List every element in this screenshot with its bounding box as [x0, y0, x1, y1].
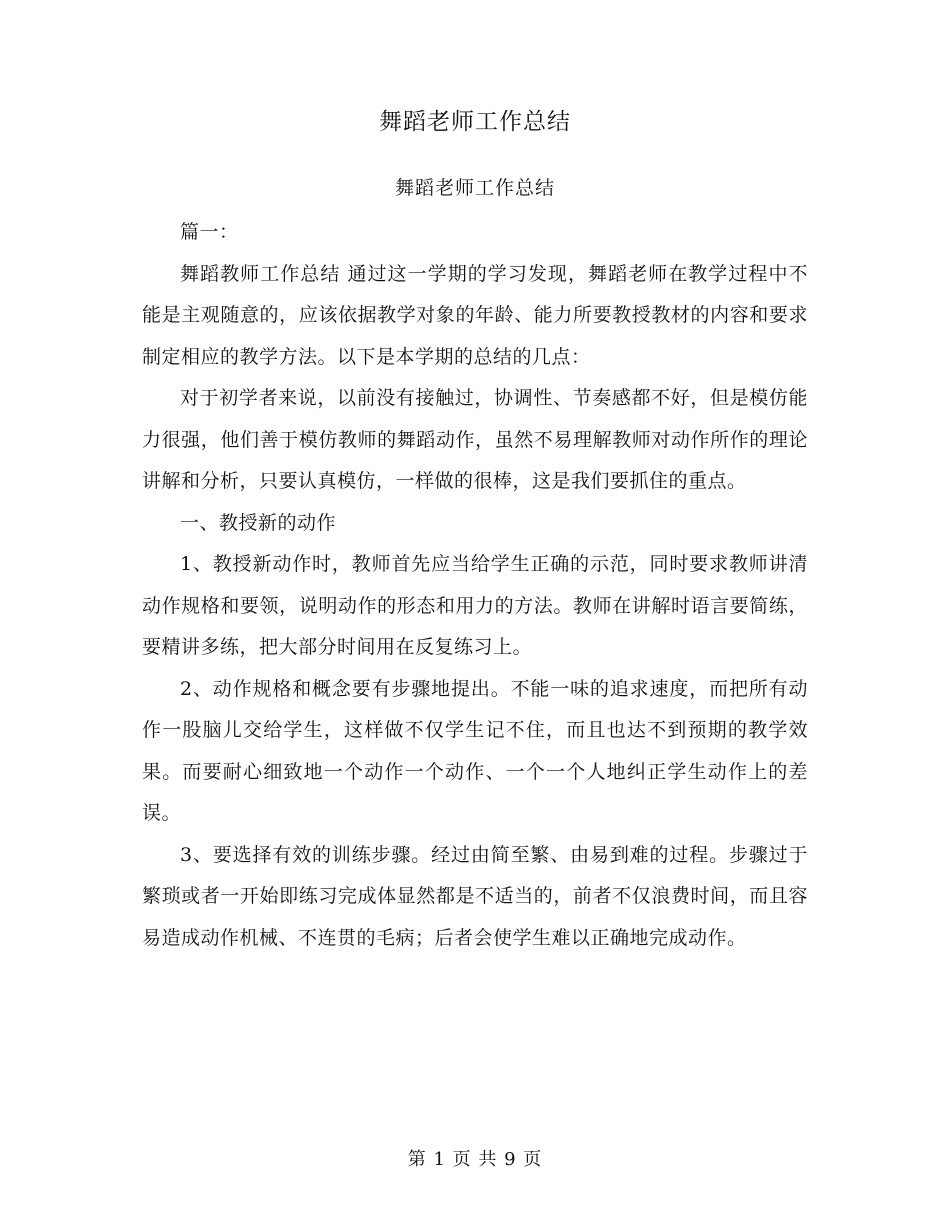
paragraph-section-label: 篇一：: [180, 221, 239, 243]
paragraph-beginners: 对于初学者来说，以前没有接触过，协调性、节奏感都不好，但是模仿能力很强，他们善于模仿教师的舞蹈动作，虽然不易理解教师对动作所作的理论讲解和分析，只要认真模仿，一样做的很棒，这是我们要抓住的重点。: [142, 387, 808, 492]
page-number-footer: 第 1 页 共 9 页: [407, 1149, 543, 1170]
document-subtitle: 舞蹈老师工作总结: [394, 177, 555, 199]
paragraph-point-2: 2、动作规格和概念要有步骤地提出。不能一味的追求速度，而把所有动作一股脑儿交给学生，这样做不仅学生记不住，而且也达不到预期的教学效果。而要耐心细致地一个动作一个动作、一个一个人地纠正学生动作上的差误。: [142, 677, 808, 824]
paragraph-point-1: 1、教授新动作时，教师首先应当给学生正确的示范，同时要求教师讲清动作规格和要领，说明动作的形态和用力的方法。教师在讲解时语言要简练，要精讲多练，把大部分时间用在反复练习上。: [142, 553, 808, 658]
paragraph-intro: 舞蹈教师工作总结 通过这一学期的学习发现，舞蹈老师在教学过程中不能是主观随意的，应该依据教学对象的年龄、能力所要教授教材的内容和要求制定相应的教学方法。以下是本学期的总结的几点：: [142, 262, 808, 368]
document-title: 舞蹈老师工作总结: [379, 109, 571, 135]
paragraph-heading-new-moves: 一、教授新的动作: [180, 511, 337, 534]
paragraph-point-3: 3、要选择有效的训练步骤。经过由简至繁、由易到难的过程。步骤过于繁琐或者一开始即练习完成体显然都是不适当的，前者不仅浪费时间，而且容易造成动作机械、不连贯的毛病；后者会使学生难以正确地完成动作。: [142, 843, 808, 949]
document-body: [142, 212, 808, 959]
